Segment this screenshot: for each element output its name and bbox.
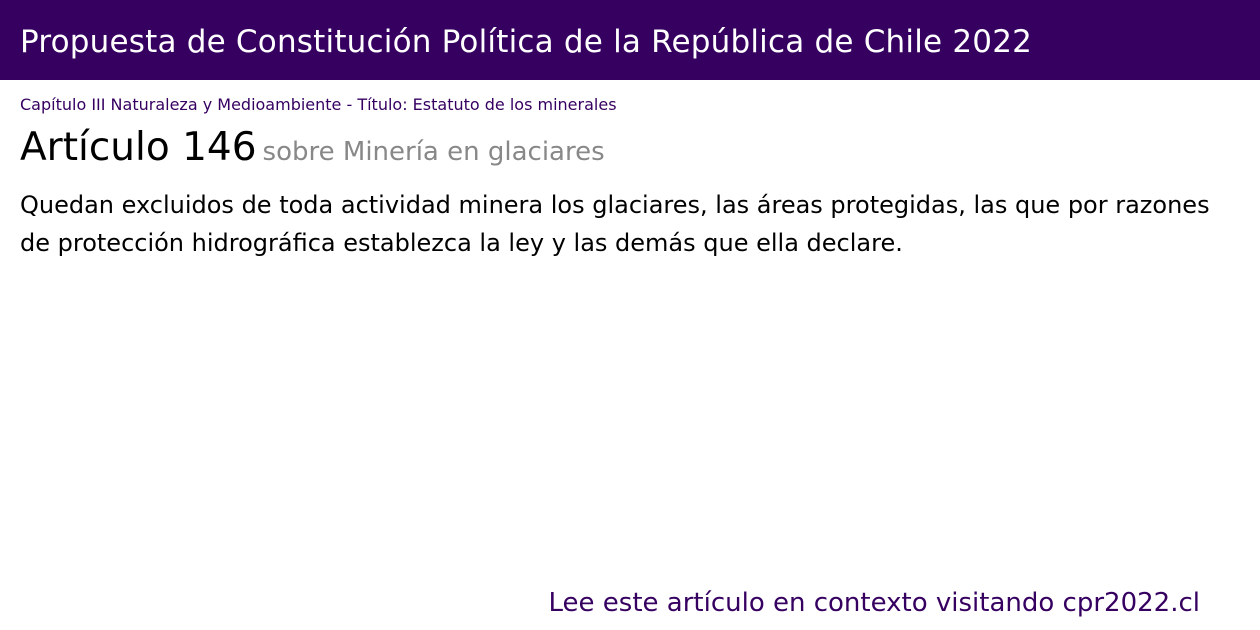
article-number: Artículo 146 <box>20 125 257 170</box>
page-title: Propuesta de Constitución Política de la República de Chile 2022 <box>20 24 1033 60</box>
breadcrumb: Capítulo III Naturaleza y Medioambiente - Título: Estatuto de los minerales <box>20 95 617 114</box>
article-body: Quedan excluidos de toda actividad minera los glaciares, las áreas protegidas, las que por razones de protección hidrográfica establezca la ley y las demás que ella declare. <box>20 191 1210 257</box>
header-bar <box>0 0 1260 80</box>
article-heading <box>20 122 605 178</box>
article-subtitle: sobre Minería en glaciares <box>262 137 605 167</box>
context-link[interactable]: Lee este artículo en contexto visitando cpr2022.cl <box>548 588 1200 618</box>
